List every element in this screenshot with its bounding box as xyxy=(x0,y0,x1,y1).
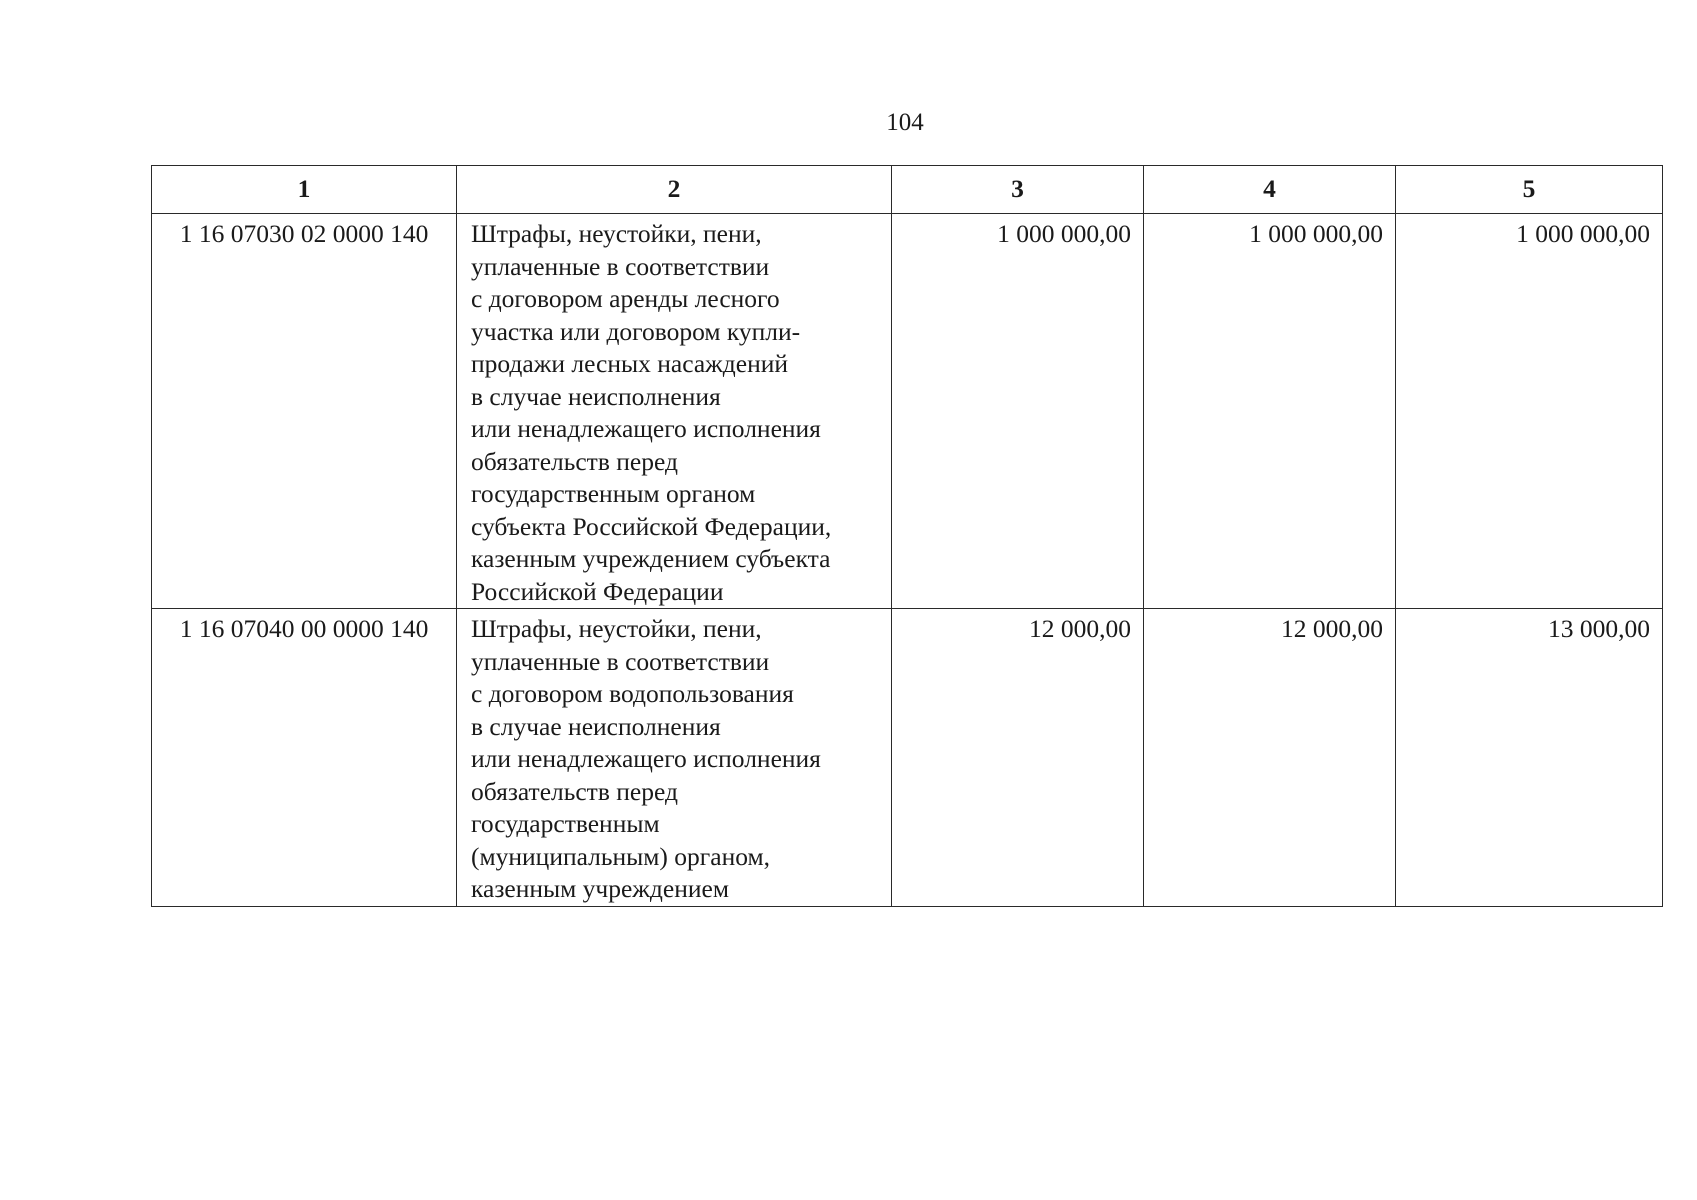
column-header-2: 2 xyxy=(457,166,892,214)
revenue-name-line: участка или договором купли- xyxy=(471,316,801,346)
revenue-name-line: казенным учреждением xyxy=(471,874,729,903)
revenue-name-line: в случае неисполнения xyxy=(471,711,721,741)
page-number: 104 xyxy=(886,109,924,136)
revenue-code-cell: 1 16 07030 02 0000 140 xyxy=(152,214,457,609)
revenue-name-line: с договором водопользования xyxy=(471,679,794,708)
amount-col-5-cell: 1 000 000,00 xyxy=(1396,214,1663,609)
revenue-name-line: государственным органом xyxy=(471,479,756,508)
amount-col-3-cell: 1 000 000,00 xyxy=(892,214,1144,609)
revenue-name-line: Штрафы, неустойки, пени, xyxy=(471,219,762,248)
revenue-name-line: обязательств перед xyxy=(471,446,678,476)
revenue-name-cell xyxy=(457,214,892,609)
revenue-code-cell: 1 16 07040 00 0000 140 xyxy=(152,609,457,907)
revenue-name-line: (муниципальным) органом, xyxy=(471,841,770,871)
column-header-1: 1 xyxy=(152,166,457,214)
revenue-name-line: казенным учреждением субъекта xyxy=(471,544,831,573)
revenue-name-line: субъекта Российской Федерации, xyxy=(471,511,832,541)
table-row xyxy=(152,609,1663,907)
revenue-name-line: Штрафы, неустойки, пени, xyxy=(471,614,762,643)
column-header-3: 3 xyxy=(892,166,1144,214)
revenue-name-line: обязательств перед xyxy=(471,776,678,806)
revenue-name-line: продажи лесных насаждений xyxy=(471,349,789,378)
amount-col-3-cell: 12 000,00 xyxy=(892,609,1144,907)
revenue-name-line: Российской Федерации xyxy=(471,576,724,606)
amount-col-4-cell: 12 000,00 xyxy=(1144,609,1396,907)
table-row xyxy=(152,214,1663,609)
column-header-5: 5 xyxy=(1396,166,1663,214)
revenue-name-line: уплаченные в соответствии xyxy=(471,251,770,281)
revenue-name-cell xyxy=(457,609,892,907)
amount-col-5-cell: 13 000,00 xyxy=(1396,609,1663,907)
revenue-name-line: с договором аренды лесного xyxy=(471,284,780,313)
column-header-4: 4 xyxy=(1144,166,1396,214)
revenue-name-line: или ненадлежащего исполнения xyxy=(471,744,821,773)
revenue-name-line: государственным xyxy=(471,809,660,838)
revenue-name-line: или ненадлежащего исполнения xyxy=(471,414,821,443)
revenue-name-line: в случае неисполнения xyxy=(471,381,721,411)
revenue-table xyxy=(151,165,1663,907)
revenue-name-line: уплаченные в соответствии xyxy=(471,646,770,676)
table-header-row xyxy=(152,166,1663,214)
amount-col-4-cell: 1 000 000,00 xyxy=(1144,214,1396,609)
